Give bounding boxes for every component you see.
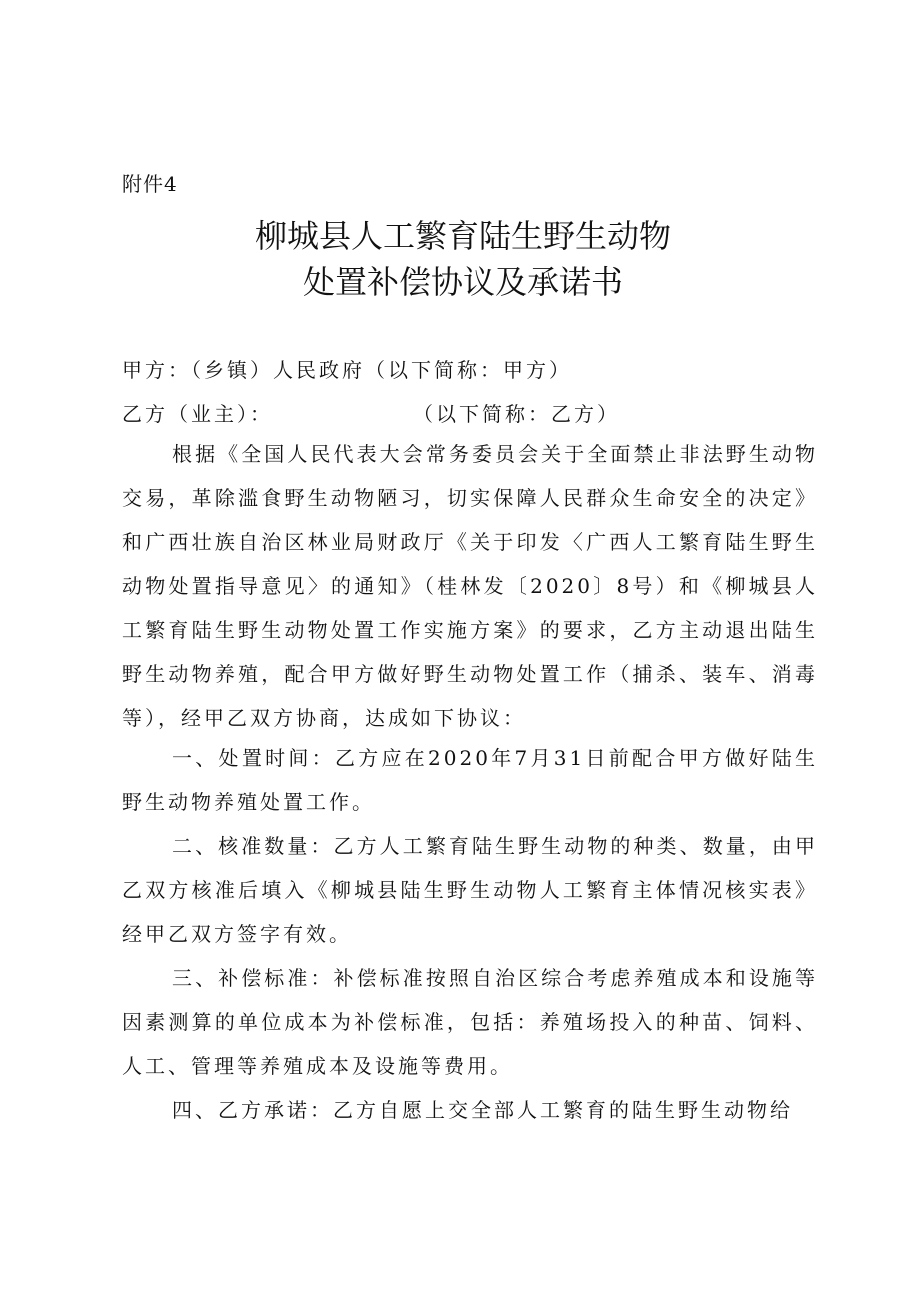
paragraph-clause-3	[122, 956, 818, 1088]
party-b-line	[122, 398, 620, 427]
paragraph-text: 根据《全国人民代表大会常务委员会关于全面禁止非法野生动物交易，革除滥食野生动物陋习，切实保障人民群众生命安全的决定》和广西壮族自治区林业局财政厅《关于印发〈广西人工繁育陆生野生动物处置指导意见〉的通知》（桂林发〔2020〕8号）和《柳城县人工繁育陆生野生动物处置工作实施方案》的要求，乙方主动退出陆生野生动物养殖，配合甲方做好野生动物处置工作（捕杀、装车、消毒等），经甲乙双方协商，达成如下协议：	[122, 442, 818, 730]
paragraph-text: 一、处置时间：乙方应在2020年7月31日前配合甲方做好陆生野生动物养殖处置工作。	[122, 746, 818, 814]
paragraph-text: 四、乙方承诺：乙方自愿上交全部人工繁育的陆生野生动物给	[172, 1098, 793, 1122]
paragraph-clause-4	[122, 1088, 818, 1132]
document-title-line-2: 处置补偿协议及承诺书	[302, 263, 623, 301]
paragraph-text: 二、核准数量：乙方人工繁育陆生野生动物的种类、数量，由甲乙双方核准后填入《柳城县陆生野生动物人工繁育主体情况核实表》经甲乙双方签字有效。	[122, 834, 818, 946]
attachment-label: 附件4	[122, 172, 178, 196]
party-a-line: 甲方：（乡镇）人民政府（以下简称：甲方）	[122, 358, 572, 382]
paragraph-text: 三、补偿标准：补偿标准按照自治区综合考虑养殖成本和设施等因素测算的单位成本为补偿标准，包括：养殖场投入的种苗、饲料、人工、管理等养殖成本及设施等费用。	[122, 966, 818, 1078]
paragraph-clause-1	[122, 736, 818, 824]
party-b-prefix: 乙方（业主）：	[122, 402, 273, 426]
paragraph-preamble	[122, 432, 818, 740]
document-title-line-1: 柳城县人工繁育陆生野生动物	[254, 217, 671, 255]
party-b-suffix: （以下简称：乙方）	[413, 402, 620, 426]
paragraph-clause-2	[122, 824, 818, 956]
